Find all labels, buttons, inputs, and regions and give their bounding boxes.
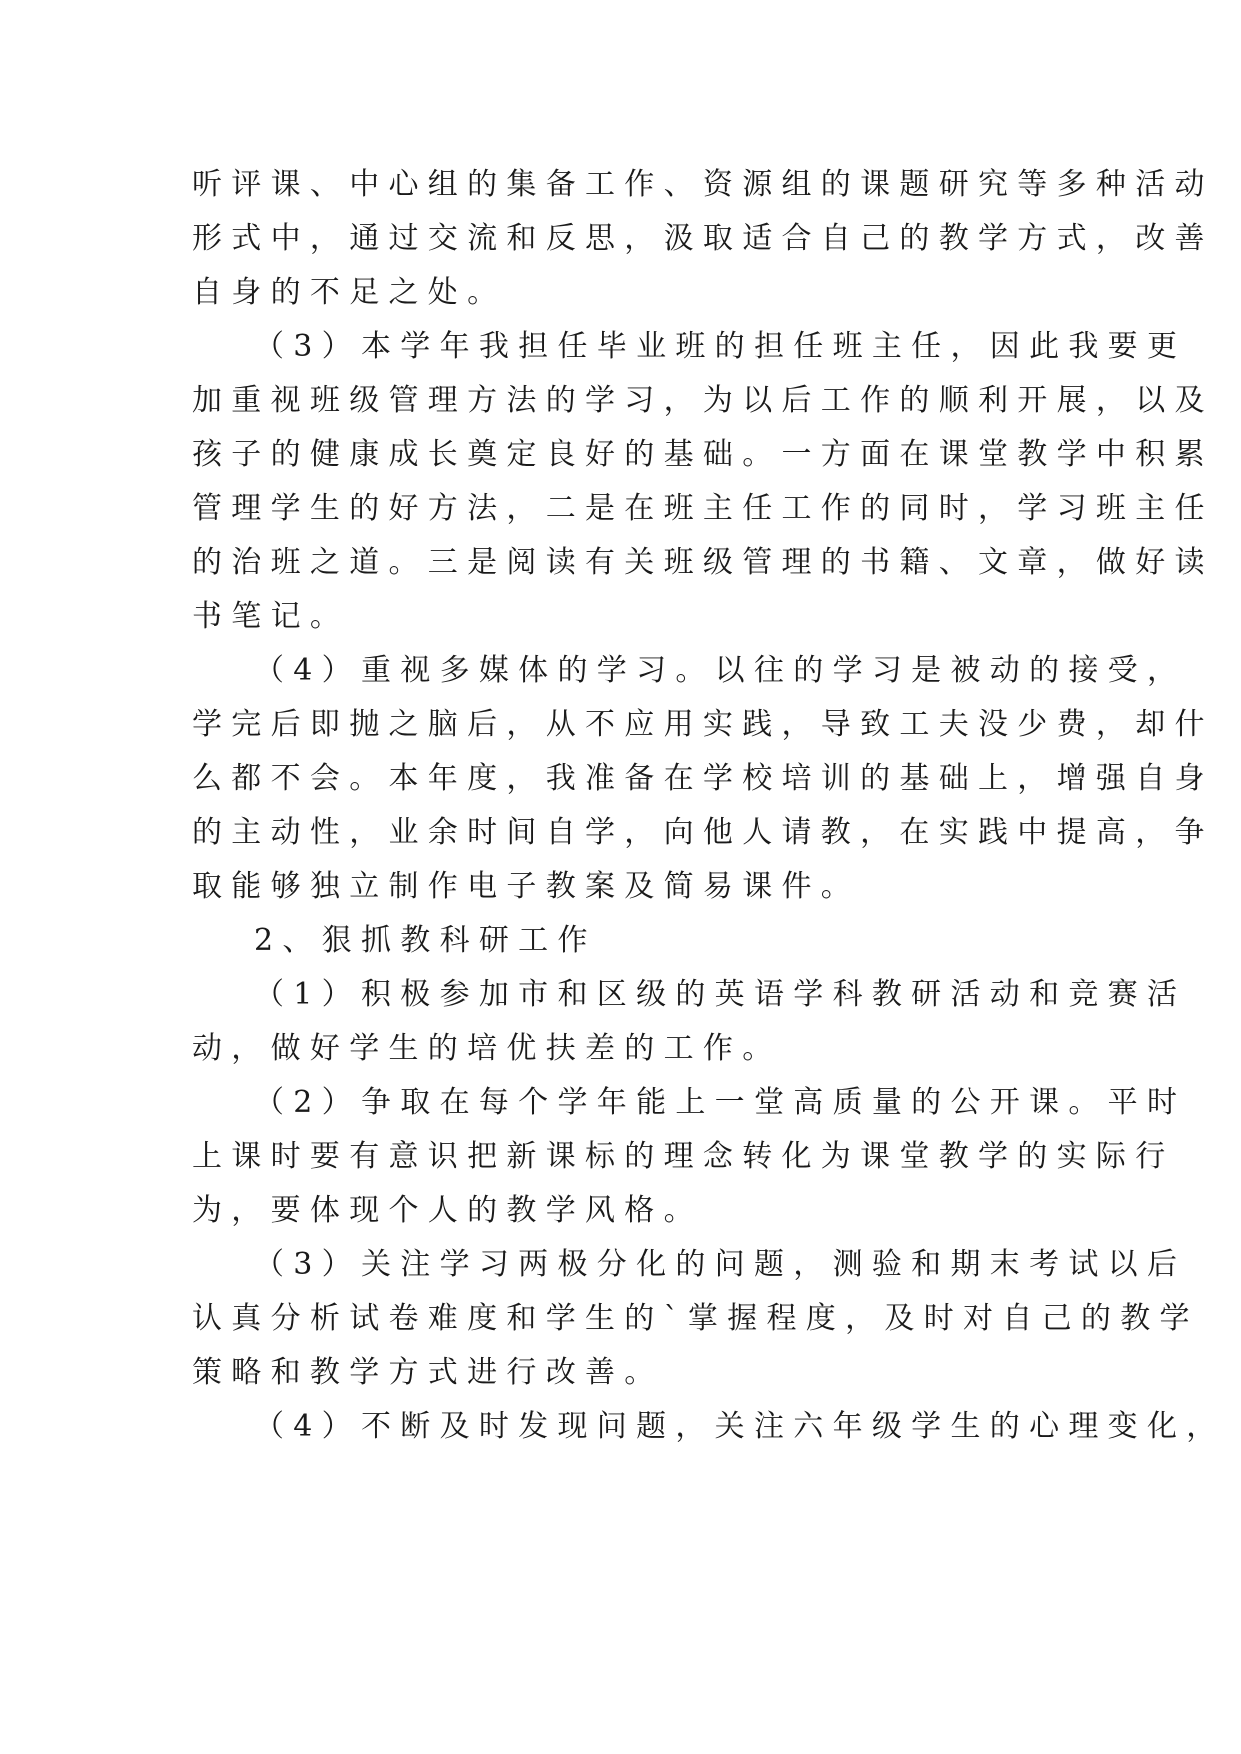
- text-line-12: 么都不会。本年度，我准备在学校培训的基础上，增强自身: [192, 761, 1214, 796]
- text-line-10: （4）重视多媒体的学习。以往的学习是被动的接受，: [254, 653, 1187, 688]
- text-line-9: 书笔记。: [192, 599, 350, 634]
- text-line-11: 学完后即抛之脑后，从不应用实践，导致工夫没少费，却什: [192, 707, 1214, 742]
- text-line-23: 策略和教学方式进行改善。: [192, 1355, 664, 1390]
- text-line-19: 上课时要有意识把新课标的理念转化为课堂教学的实际行: [192, 1139, 1175, 1174]
- text-line-22: 认真分析试卷难度和学生的`掌握程度，及时对自己的教学: [192, 1301, 1199, 1336]
- text-line-14: 取能够独立制作电子教案及简易课件。: [192, 869, 861, 904]
- text-line-3: 自身的不足之处。: [192, 275, 507, 310]
- text-line-13: 的主动性，业余时间自学，向他人请教，在实践中提高，争: [192, 815, 1214, 850]
- text-line-7: 管理学生的好方法，二是在班主任工作的同时，学习班主任: [192, 491, 1214, 526]
- text-line-8: 的治班之道。三是阅读有关班级管理的书籍、文章，做好读: [192, 545, 1214, 580]
- text-line-21: （3）关注学习两极分化的问题，测验和期末考试以后: [254, 1247, 1187, 1282]
- text-line-24: （4）不断及时发现问题，关注六年级学生的心理变化，: [254, 1409, 1226, 1444]
- text-line-4: （3）本学年我担任毕业班的担任班主任，因此我要更: [254, 329, 1187, 364]
- text-line-18: （2）争取在每个学年能上一堂高质量的公开课。平时: [254, 1085, 1187, 1120]
- text-line-1: 听评课、中心组的集备工作、资源组的课题研究等多种活动: [192, 167, 1214, 202]
- text-line-17: 动，做好学生的培优扶差的工作。: [192, 1031, 782, 1066]
- text-line-2: 形式中，通过交流和反思，汲取适合自己的教学方式，改善: [192, 221, 1214, 256]
- text-line-16: （1）积极参加市和区级的英语学科教研活动和竞赛活: [254, 977, 1187, 1012]
- document-body: [192, 158, 1226, 1454]
- section-heading: 2、狠抓教科研工作: [254, 923, 597, 958]
- text-line-20: 为，要体现个人的教学风格。: [192, 1193, 703, 1228]
- text-line-5: 加重视班级管理方法的学习，为以后工作的顺利开展，以及: [192, 383, 1214, 418]
- text-line-6: 孩子的健康成长奠定良好的基础。一方面在课堂教学中积累: [192, 437, 1214, 472]
